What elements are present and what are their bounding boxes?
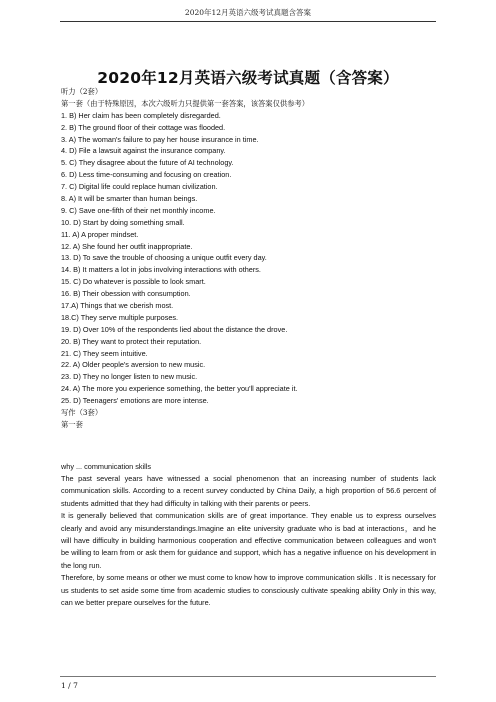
answer-item: 7. C) Digital life could replace human civilization. [61, 182, 218, 192]
answer-item: 16. B) Their obession with consumption. [61, 289, 191, 299]
answer-item: 12. A) She found her outfit inappropriate. [61, 241, 193, 251]
answer-item: 6. D) Less time-consuming and focusing on creation. [61, 170, 232, 180]
footer-divider [60, 676, 436, 677]
answer-item: 11. A) A proper mindset. [61, 229, 139, 239]
answer-item: 3. A) The woman's failure to pay her house insurance in time. [61, 134, 259, 144]
answer-item: 22. A) Older people's aversion to new music. [61, 360, 206, 370]
essay-paragraph: It is generally believed that communication skills are of great importance. They enable us to express ourselves clearly and avoid any misunderstandings.Imagine an elite university graduate who is bad at interactions，and he will have difficulty in building harmonious cooperation and effective communication between colleagues and won't be willing to learn from or ask them for guidance and support, which has a negative influence on his development in the long run. [61, 511, 436, 570]
running-header: 2020年12月英语六级考试真题含答案 [184, 8, 312, 17]
essay-title: why ... communication skills [61, 462, 152, 471]
answer-item: 8. A) It will be smarter than human beings. [61, 194, 198, 204]
document-title: 2020年12月英语六级考试真题（含答案） [97, 69, 399, 87]
listening-section [61, 86, 436, 431]
essay-paragraph: Therefore, by some means or other we must come to know how to improve communication skills . It is necessary for us students to set aside some time from academic studies to consciously cultivate speaking ability Only in this way, can we better prepare ourselves for the future. [61, 573, 436, 608]
header-divider [60, 21, 436, 22]
answer-item: 2. B) The ground floor of their cottage was flooded. [61, 122, 226, 132]
essay-paragraph: The past several years have witnessed a social phenomenon that an increasing number of students lack communication skills. According to a recent survey conducted by China Daily, a high proportion of 56.6 percent of students admitted that they had difficulty in talking with their parents or peers. [61, 474, 436, 508]
essay [61, 461, 436, 609]
answer-item: 13. D) To save the trouble of choosing a unique outfit every day. [61, 253, 267, 263]
answer-item: 5. C) They disagree about the future of AI technology. [61, 158, 234, 168]
answer-item: 20. B) They want to protect their reputation. [61, 336, 202, 346]
answer-item: 9. C) Save one-fifth of their net monthly income. [61, 205, 216, 215]
listening-section-label: 听力（2套） [61, 87, 103, 96]
answer-item: 1. B) Her claim has been completely disregarded. [61, 110, 221, 120]
answer-item: 10. D) Start by doing something small. [61, 217, 185, 227]
answer-item: 15. C) Do whatever is possible to look smart. [61, 277, 206, 287]
answer-item: 23. D) They no longer listen to new music. [61, 372, 198, 382]
answer-item: 21. C) They seem intuitive. [61, 348, 148, 358]
listening-note: 第一套（由于特殊原因，本次六级听力只提供第一套答案，该答案仅供参考） [61, 98, 310, 108]
answer-item: 19. D) Over 10% of the respondents lied about the distance the drove. [61, 324, 288, 334]
writing-set-label: 第一套 [61, 419, 83, 429]
writing-section-label: 写作（3套） [61, 408, 103, 418]
answer-item: 17.A) Things that we cberish most. [61, 301, 174, 311]
answer-list [61, 110, 436, 407]
answer-item: 18.C) They serve multiple purposes. [61, 312, 179, 322]
page-indicator: 1 / 7 [61, 681, 78, 690]
answer-item: 24. A) The more you experience something, the better you'll appreciate it. [61, 384, 298, 394]
answer-item: 4. D) File a lawsuit against the insurance company. [61, 146, 226, 156]
answer-item: 14. B) It matters a lot in jobs involving interactions with others. [61, 265, 261, 275]
answer-item: 25. D) Teenagers' emotions are more intense. [61, 396, 209, 406]
